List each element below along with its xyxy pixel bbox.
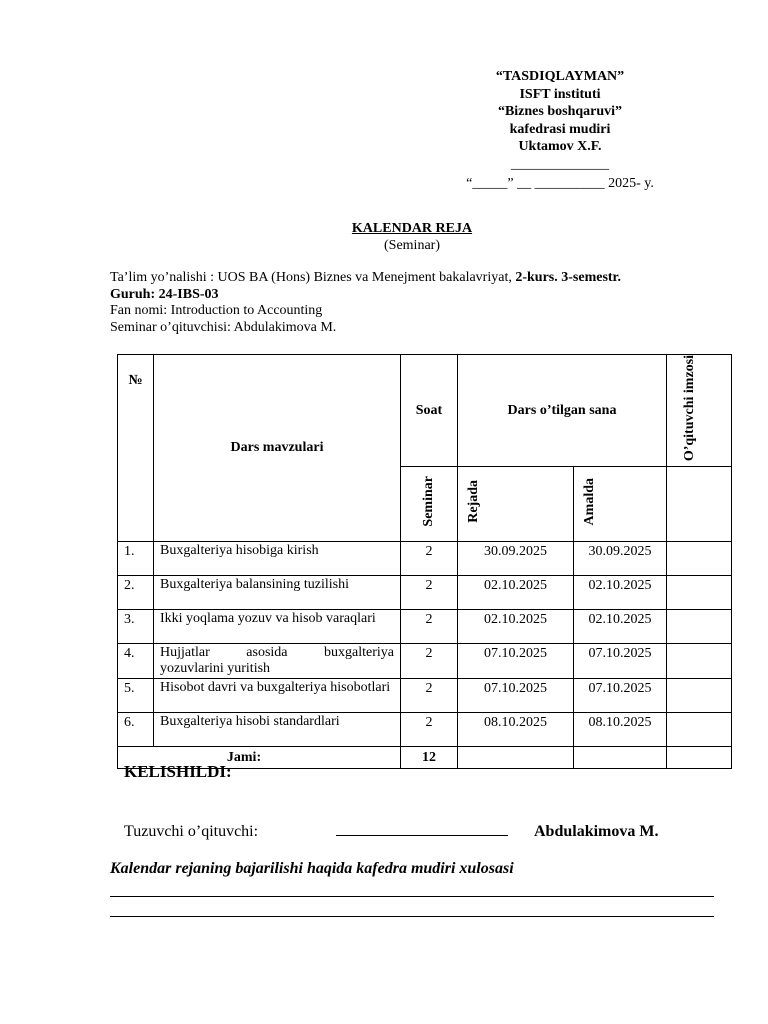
row-actual-date: 07.10.2025 xyxy=(574,679,667,713)
compiler-signature-blank xyxy=(336,821,508,836)
row-number: 3. xyxy=(118,610,154,644)
agreed-heading: KELISHILDI: xyxy=(124,762,232,781)
compiler-line xyxy=(124,821,658,841)
row-number: 4. xyxy=(118,644,154,679)
row-signature xyxy=(667,576,732,610)
row-number: 1. xyxy=(118,542,154,576)
approval-title: “TASDIQLAYMAN” xyxy=(495,69,625,84)
approval-date-line: “_____” __ __________ 2025- y. xyxy=(466,176,654,191)
row-hours: 2 xyxy=(401,610,458,644)
row-number: 2. xyxy=(118,576,154,610)
subject-name: Fan nomi: Introduction to Accounting xyxy=(110,303,323,318)
row-planned-date: 02.10.2025 xyxy=(458,576,574,610)
total-label: Jami: xyxy=(118,747,401,769)
row-topic: Buxgalteriya balansining tuzilishi xyxy=(154,576,401,610)
table-row xyxy=(118,679,732,713)
row-topic: Hisobot davri va buxgalteriya hisobotlari xyxy=(154,679,401,713)
signature-header: O’qituvchi imzosi xyxy=(682,355,697,462)
row-signature xyxy=(667,542,732,576)
document-title: KALENDAR REJA xyxy=(351,221,473,236)
study-direction: Ta’lim yo’nalishi : UOS BA (Hons) Biznes va Menejment bakalavriyat, 2-kurs. 3-semestr. xyxy=(110,270,621,285)
total-hours: 12 xyxy=(401,747,458,769)
conclusion-heading: Kalendar rejaning bajarilishi haqida kafedra mudiri xulosasi xyxy=(110,860,514,877)
row-actual-date: 02.10.2025 xyxy=(574,576,667,610)
row-number: 6. xyxy=(118,713,154,747)
course-info xyxy=(110,270,730,336)
table-row xyxy=(118,576,732,610)
approval-person: Uktamov X.F. xyxy=(518,139,602,154)
approval-institute: ISFT instituti xyxy=(519,86,601,102)
row-planned-date: 30.09.2025 xyxy=(458,542,574,576)
row-planned-date: 02.10.2025 xyxy=(458,610,574,644)
approval-signature-line: ______________ xyxy=(511,156,609,172)
compiler-label: Tuzuvchi o’qituvchi: xyxy=(124,823,259,840)
conclusion-line-2 xyxy=(110,916,714,917)
row-signature xyxy=(667,713,732,747)
approval-block xyxy=(430,68,690,193)
row-hours: 2 xyxy=(401,713,458,747)
row-actual-date: 08.10.2025 xyxy=(574,713,667,747)
row-actual-date: 02.10.2025 xyxy=(574,610,667,644)
row-signature xyxy=(667,610,732,644)
table-row xyxy=(118,713,732,747)
actual-header: Amalda xyxy=(582,477,597,526)
date-header: Dars o’tilgan sana xyxy=(458,355,667,467)
row-hours: 2 xyxy=(401,679,458,713)
table-header-row xyxy=(118,355,732,467)
row-hours: 2 xyxy=(401,542,458,576)
row-planned-date: 07.10.2025 xyxy=(458,644,574,679)
course-semester: 2-kurs. 3-semestr. xyxy=(515,270,621,285)
seminar-teacher: Seminar o’qituvchisi: Abdulakimova M. xyxy=(110,319,337,335)
row-topic: Buxgalteriya hisobi standardlari xyxy=(154,713,401,747)
document-heading xyxy=(0,220,768,254)
row-planned-date: 07.10.2025 xyxy=(458,679,574,713)
row-actual-date: 07.10.2025 xyxy=(574,644,667,679)
row-topic: Hujjatlar asosida buxgalteriya yozuvlarini yuritish xyxy=(154,644,401,679)
calendar-plan-table xyxy=(117,354,732,769)
table-row xyxy=(118,542,732,576)
planned-header: Rejada xyxy=(466,480,481,524)
row-planned-date: 08.10.2025 xyxy=(458,713,574,747)
row-topic: Ikki yoqlama yozuv va hisob varaqlari xyxy=(154,610,401,644)
document-subtitle: (Seminar) xyxy=(384,238,440,253)
seminar-header: Seminar xyxy=(421,476,436,527)
conclusion-line-1 xyxy=(110,896,714,897)
row-hours: 2 xyxy=(401,576,458,610)
row-hours: 2 xyxy=(401,644,458,679)
table-row xyxy=(118,610,732,644)
approval-position: kafedrasi mudiri xyxy=(509,121,611,137)
row-topic: Buxgalteriya hisobiga kirish xyxy=(154,542,401,576)
row-signature xyxy=(667,644,732,679)
number-header: № xyxy=(118,355,154,542)
row-number: 5. xyxy=(118,679,154,713)
table-row xyxy=(118,644,732,679)
row-signature xyxy=(667,679,732,713)
group-label: Guruh: 24-IBS-03 xyxy=(110,286,219,302)
approval-department: “Biznes boshqaruvi” xyxy=(497,104,623,119)
row-actual-date: 30.09.2025 xyxy=(574,542,667,576)
compiler-name: Abdulakimova M. xyxy=(534,823,659,840)
topics-header: Dars mavzulari xyxy=(154,355,401,542)
hours-header: Soat xyxy=(401,355,458,467)
